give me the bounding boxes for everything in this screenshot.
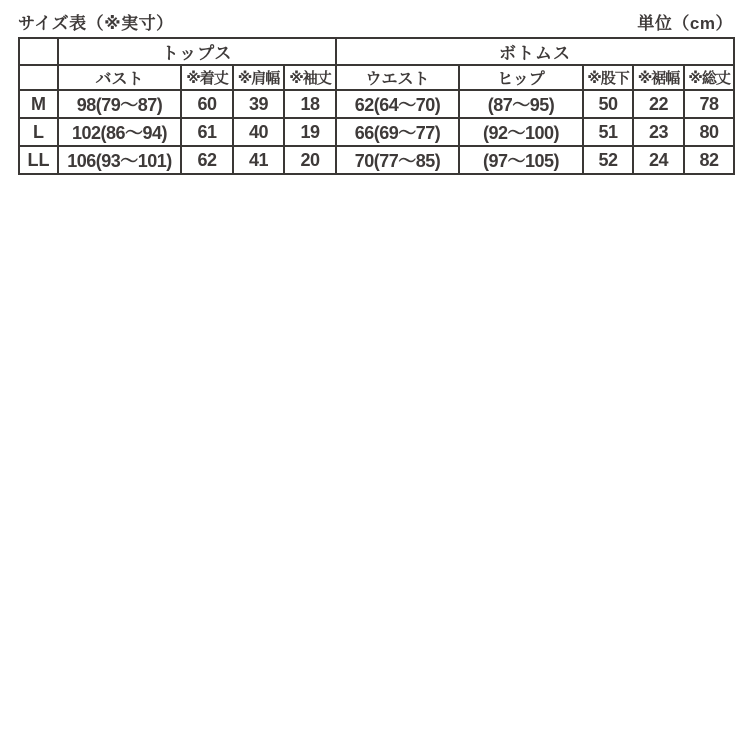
group-header-row — [19, 38, 734, 65]
column-header-total-length: ※総丈 — [684, 65, 734, 90]
data-cell-hip: (97～105) — [459, 146, 583, 174]
table-row-ll — [19, 146, 734, 174]
column-header-waist: ウエスト — [336, 65, 459, 90]
column-header-inseam: ※股下 — [583, 65, 633, 90]
header-row — [18, 9, 733, 34]
column-header-body-length: ※着丈 — [181, 65, 233, 90]
data-cell-hem-width: 23 — [633, 118, 684, 146]
size-label: M — [19, 90, 58, 118]
unit-label: 単位（cm） — [637, 14, 733, 33]
data-cell-inseam: 51 — [583, 118, 633, 146]
column-header-shoulder-width: ※肩幅 — [233, 65, 284, 90]
data-cell-sleeve-length: 18 — [284, 90, 336, 118]
size-label: L — [19, 118, 58, 146]
data-cell-waist: 70(77～85) — [336, 146, 459, 174]
data-cell-inseam: 52 — [583, 146, 633, 174]
data-cell-shoulder-width: 40 — [233, 118, 284, 146]
data-cell-hem-width: 22 — [633, 90, 684, 118]
column-header-row — [19, 65, 734, 90]
group-header-tops: トップス — [58, 38, 336, 65]
data-cell-bust: 106(93～101) — [58, 146, 181, 174]
size-table — [18, 37, 735, 175]
data-cell-hip: (92～100) — [459, 118, 583, 146]
data-cell-body-length: 62 — [181, 146, 233, 174]
table-row-m — [19, 90, 734, 118]
data-cell-hem-width: 24 — [633, 146, 684, 174]
corner-cell — [19, 65, 58, 90]
column-header-hem-width: ※裾幅 — [633, 65, 684, 90]
data-cell-shoulder-width: 41 — [233, 146, 284, 174]
data-cell-waist: 62(64～70) — [336, 90, 459, 118]
page-title: サイズ表（※実寸） — [18, 14, 174, 33]
data-cell-body-length: 61 — [181, 118, 233, 146]
group-header-bottoms: ボトムス — [336, 38, 734, 65]
data-cell-total-length: 78 — [684, 90, 734, 118]
data-cell-total-length: 80 — [684, 118, 734, 146]
data-cell-bust: 102(86～94) — [58, 118, 181, 146]
size-label: LL — [19, 146, 58, 174]
data-cell-sleeve-length: 19 — [284, 118, 336, 146]
table-row-l — [19, 118, 734, 146]
data-cell-waist: 66(69～77) — [336, 118, 459, 146]
column-header-bust: バスト — [58, 65, 181, 90]
column-header-sleeve-length: ※袖丈 — [284, 65, 336, 90]
data-cell-inseam: 50 — [583, 90, 633, 118]
column-header-hip: ヒップ — [459, 65, 583, 90]
data-cell-total-length: 82 — [684, 146, 734, 174]
data-cell-body-length: 60 — [181, 90, 233, 118]
data-cell-bust: 98(79～87) — [58, 90, 181, 118]
data-cell-sleeve-length: 20 — [284, 146, 336, 174]
data-cell-shoulder-width: 39 — [233, 90, 284, 118]
corner-cell — [19, 38, 58, 65]
data-cell-hip: (87～95) — [459, 90, 583, 118]
